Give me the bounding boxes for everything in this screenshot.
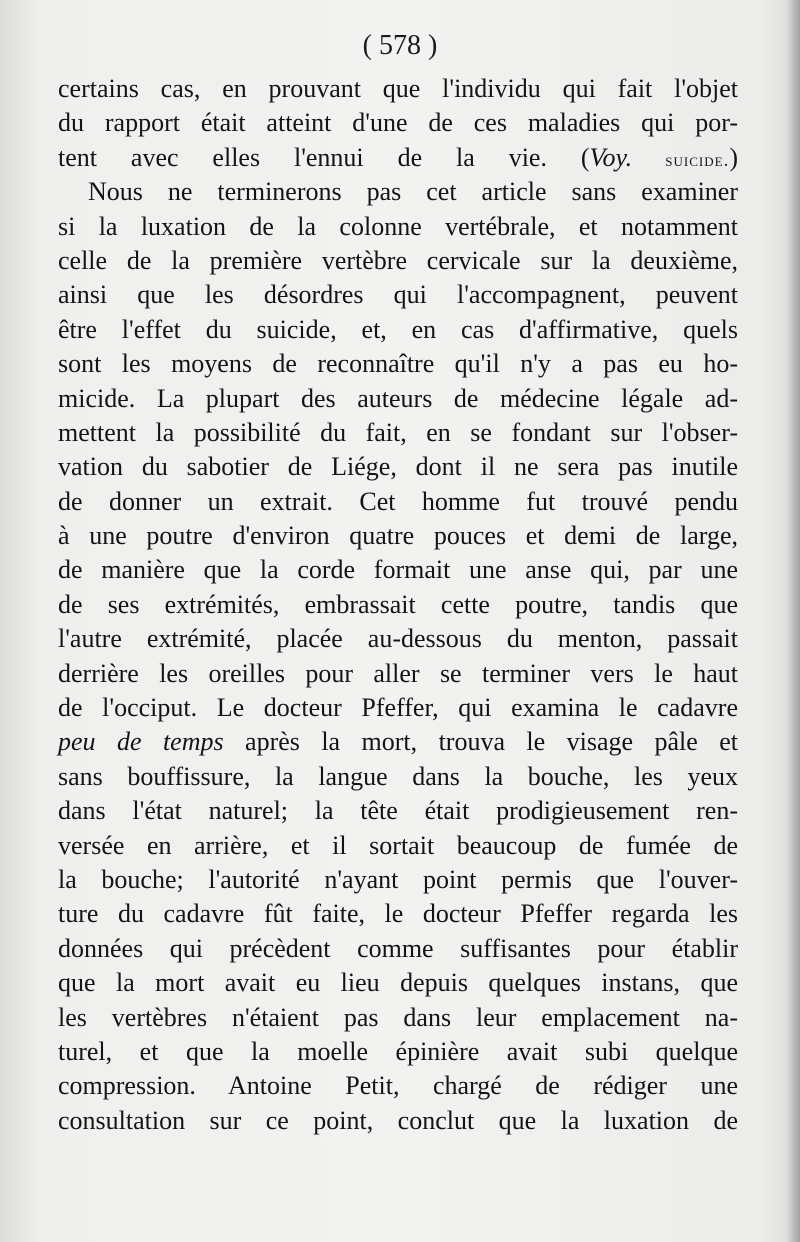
text-segment: après la mort, trouva le visage pâle et [223,727,738,757]
text-line: les vertèbres n'étaient pas dans leur emplacement na- [58,1002,738,1032]
text-line [58,725,738,759]
body-text [58,72,738,1138]
text-line: de manière que la corde formait une anse qui, par une [58,555,738,585]
text-line: être l'effet du suicide, et, en cas d'affirmative, quels [58,314,738,344]
page-edge-shadow [786,0,800,1242]
text-line: de ses extrémités, embrassait cette poutre, tandis que [58,589,738,619]
text-line: micide. La plupart des auteurs de médecine légale ad- [58,383,738,413]
text-line: à une poutre d'environ quatre pouces et demi de large, [58,521,738,551]
text-line: sont les moyens de reconnaître qu'il n'y a pas eu ho- [58,349,738,379]
text-line: certains cas, en prouvant que l'individu qui fait l'objet [58,74,738,103]
text-line: données qui précèdent comme suffisantes pour établir [58,933,738,963]
text-segment: tent avec elles l'ennui de la vie. ( [58,142,590,172]
text-line: turel, et que la moelle épinière avait subi quelque [58,1036,738,1066]
text-line: de donner un extrait. Cet homme fut trouvé pendu [58,486,738,516]
cross-reference: suicide. [632,149,730,171]
text-line: l'autre extrémité, placée au-dessous du menton, passait [58,624,738,654]
text-segment: ) [729,142,738,172]
text-line: versée en arrière, et il sortait beaucoup de fumée de [58,830,738,860]
text-line: sans bouffissure, la langue dans la bouche, les yeux [58,761,738,791]
paragraph-first-line: Nous ne terminerons pas cet article sans examiner [88,177,738,207]
text-line: compression. Antoine Petit, chargé de rédiger une [58,1071,738,1101]
text-line: du rapport était atteint d'une de ces maladies qui por- [58,108,738,138]
page-number: ( 578 ) [362,30,438,61]
text-line: de l'occiput. Le docteur Pfeffer, qui examina le cadavre [58,693,738,723]
italic-reference: Voy. [589,142,633,172]
text-line: derrière les oreilles pour aller se terminer vers le haut [58,658,738,688]
italic-phrase: peu de temps [58,727,224,757]
text-line: la bouche; l'autorité n'ayant point permis que l'ouver- [58,864,738,894]
text-line: si la luxation de la colonne vertébrale, et notamment [58,211,738,241]
text-line: consultation sur ce point, conclut que la luxation de [58,1105,738,1135]
text-line: mettent la possibilité du fait, en se fondant sur l'obser- [58,417,738,447]
text-line: dans l'état naturel; la tête était prodigieusement ren- [58,796,738,826]
text-line: ainsi que les désordres qui l'accompagnent, peuvent [58,280,738,310]
text-line [58,141,738,175]
text-line: vation du sabotier de Liége, dont il ne sera pas inutile [58,452,738,482]
text-line: ture du cadavre fût faite, le docteur Pfeffer regarda les [58,899,738,929]
text-line: celle de la première vertèbre cervicale sur la deuxième, [58,245,738,275]
text-line: que la mort avait eu lieu depuis quelques instans, que [58,968,738,998]
